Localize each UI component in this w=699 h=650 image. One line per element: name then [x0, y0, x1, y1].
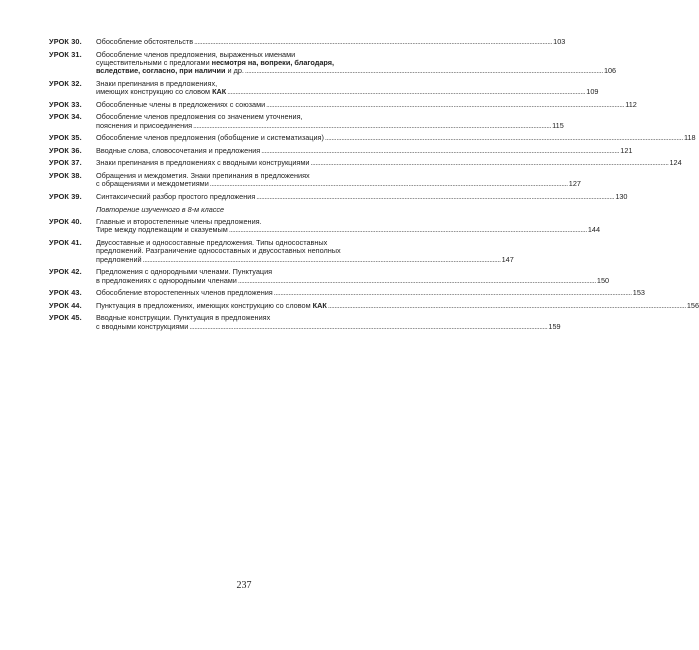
page-ref: 147 [501, 254, 514, 264]
page-ref: 115 [552, 120, 564, 130]
title-segment: Обособление членов предложения со значением уточнения, [96, 112, 303, 122]
title-line [96, 120, 564, 130]
title-segment: и др. [225, 66, 244, 76]
title-segment: Вводные конструкции. Пунктуация в предложениях [96, 313, 271, 323]
title-text [96, 323, 188, 331]
title-line [96, 133, 696, 143]
lesson-number: УРОК 34. [49, 112, 82, 122]
dot-leader: ............................................................................................................................................................................................................................ [310, 158, 669, 168]
toc-entry [49, 145, 633, 155]
title-segment: Вводные слова, словосочетания и предложения [96, 145, 261, 155]
toc-entry [49, 112, 564, 130]
emphasized-text: несмотря на, вопреки, благодаря, [211, 57, 335, 67]
title-line [96, 99, 637, 109]
lesson-number: УРОК 41. [49, 238, 82, 247]
lesson-title [96, 158, 682, 168]
page-ref: 106 [603, 66, 617, 76]
title-segment: предложений [96, 254, 142, 264]
title-segment: Обособление членов предложения, выраженных именами [96, 49, 296, 59]
dot-leader: ............................................................................................................................................................................................................................ [142, 254, 501, 264]
title-segment: Обособленные члены в предложениях с союзами [96, 99, 266, 109]
dot-leader: ............................................................................................................................................................................................................................ [273, 288, 632, 298]
title-text [96, 38, 193, 46]
title-text [96, 88, 226, 96]
toc-entry [49, 238, 514, 264]
page-ref: 144 [587, 225, 601, 235]
toc-entry [49, 288, 645, 298]
lesson-title [96, 238, 514, 264]
toc-entry [49, 300, 699, 310]
toc-entry [49, 267, 610, 285]
dot-leader: ............................................................................................................................................................................................................................ [327, 300, 686, 310]
lesson-number: УРОК 40. [49, 217, 82, 227]
title-segment: Пунктуация в предложениях, имеющих конструкцию со словом [96, 300, 313, 310]
title-line [96, 66, 617, 76]
title-text [96, 289, 273, 297]
title-line [96, 87, 599, 97]
title-line [96, 179, 581, 189]
page-ref: 156 [686, 300, 699, 310]
lesson-number: УРОК 43. [49, 288, 82, 298]
lesson-title [96, 288, 645, 298]
lesson-number: УРОК 44. [49, 300, 82, 310]
lesson-title [96, 145, 633, 155]
lesson-title [96, 49, 617, 76]
page-ref: 118 [683, 133, 696, 143]
title-segment: Обращения и междометия. Знаки препинания в предложениях [96, 171, 310, 180]
title-text [96, 159, 309, 167]
page-ref: 103 [553, 37, 566, 46]
title-line [96, 37, 566, 46]
title-line [96, 288, 645, 298]
title-text [96, 193, 255, 201]
toc-entry [49, 191, 628, 201]
title-text [96, 122, 192, 130]
title-text [96, 101, 265, 109]
dot-leader: ............................................................................................................................................................................................................................ [261, 145, 620, 155]
lesson-title [96, 112, 564, 130]
page-ref: 109 [586, 87, 599, 97]
emphasized-text: КАК [312, 300, 327, 310]
dot-leader: ............................................................................................................................................................................................................................ [193, 120, 552, 130]
lesson-title [96, 300, 699, 310]
dot-leader: ............................................................................................................................................................................................................................ [244, 66, 603, 76]
title-segment: пояснения и присоединения [96, 120, 193, 130]
lesson-title [96, 191, 628, 201]
page-ref: 153 [632, 288, 645, 298]
title-segment: имеющих конструкцию со словом [96, 87, 213, 97]
title-line [96, 300, 699, 310]
toc-entry [49, 158, 682, 168]
section-heading: Повторение изученного в 8-м классе [96, 204, 225, 214]
toc-entry [49, 217, 601, 235]
title-line [96, 225, 601, 235]
title-segment: Главные и второстепенные члены предложения. [96, 217, 262, 227]
lesson-title [96, 78, 599, 97]
lesson-number: УРОК 32. [49, 78, 82, 88]
title-segment: с вводными конструкциями [96, 321, 189, 331]
title-segment: Тире между подлежащим и сказуемым [96, 225, 228, 235]
table-of-contents [49, 37, 699, 335]
lesson-number: УРОК 33. [49, 99, 82, 109]
title-segment: с обращениями и междометиями [96, 179, 209, 189]
lesson-title [96, 171, 581, 189]
lesson-number: УРОК 36. [49, 145, 82, 155]
title-line [96, 254, 514, 264]
lesson-number: УРОК 30. [49, 37, 82, 46]
title-text [96, 277, 237, 285]
toc-entry [49, 313, 561, 331]
toc-entry [49, 37, 566, 46]
lesson-number: УРОК 42. [49, 267, 82, 277]
lesson-number: УРОК 39. [49, 191, 82, 201]
title-segment: предложений. Разграничение односоставных и двусоставных неполных [96, 246, 341, 256]
lesson-title [96, 217, 601, 235]
lesson-title [96, 267, 610, 285]
title-text [96, 134, 324, 142]
title-segment: Знаки препинания в предложениях, [96, 78, 218, 88]
title-segment: Предложения с однородными членами. Пунктуация [96, 267, 273, 277]
title-segment: Знаки препинания в предложениях с вводными конструкциями [96, 158, 310, 168]
lesson-number: УРОК 31. [49, 49, 82, 59]
emphasized-text: КАК [212, 87, 227, 97]
title-segment: в предложениях с однородными членами [96, 275, 237, 285]
title-segment: Обособление членов предложения (обобщение и систематизация) [96, 133, 324, 143]
toc-entry [49, 99, 637, 109]
lesson-title [96, 313, 561, 331]
page-ref: 121 [620, 145, 633, 155]
title-line [96, 191, 628, 201]
emphasized-text: вследствие, согласно, при наличии [96, 66, 226, 76]
lesson-number: УРОК 37. [49, 158, 82, 168]
title-line [96, 321, 561, 331]
page-number: 237 [236, 580, 252, 591]
toc-entry [49, 171, 581, 189]
dot-leader: ............................................................................................................................................................................................................................ [256, 191, 615, 201]
lesson-number: УРОК 35. [49, 133, 82, 143]
title-line [96, 145, 633, 155]
lesson-title [96, 133, 696, 143]
title-segment: Синтаксический разбор простого предложения [96, 191, 256, 201]
toc-entry [49, 78, 599, 97]
page-ref: 112 [625, 99, 637, 109]
title-line [96, 275, 610, 285]
lesson-title [96, 37, 566, 46]
title-line [96, 158, 682, 168]
title-segment: существительными с предлогами [96, 57, 212, 67]
title-text [96, 147, 260, 155]
page-ref: 127 [568, 179, 581, 189]
dot-leader: ............................................................................................................................................................................................................................ [189, 321, 548, 331]
page-ref: 159 [548, 321, 561, 331]
dot-leader: ............................................................................................................................................................................................................................ [237, 275, 596, 285]
dot-leader: ............................................................................................................................................................................................................................ [209, 179, 568, 189]
dot-leader: ............................................................................................................................................................................................................................ [324, 133, 683, 143]
title-segment: Двусоставные и односоставные предложения. Типы односоставных [96, 238, 328, 247]
lesson-number: УРОК 38. [49, 171, 82, 180]
title-text [96, 180, 209, 188]
title-segment: Обособление обстоятельств [96, 37, 194, 46]
title-text [96, 256, 142, 264]
title-text [96, 302, 327, 310]
lesson-number: УРОК 45. [49, 313, 82, 323]
toc-entry [49, 49, 617, 76]
title-text [96, 226, 228, 234]
page-ref: 150 [596, 275, 610, 285]
dot-leader: ............................................................................................................................................................................................................................ [266, 99, 625, 109]
page-ref: 130 [615, 191, 628, 201]
lesson-title [96, 99, 637, 109]
page-ref: 124 [669, 158, 682, 168]
dot-leader: ............................................................................................................................................................................................................................ [227, 87, 586, 97]
title-segment: Обособление второстепенных членов предложения [96, 288, 273, 298]
dot-leader: ............................................................................................................................................................................................................................ [194, 37, 553, 46]
toc-entry [49, 133, 696, 143]
dot-leader: ............................................................................................................................................................................................................................ [228, 225, 587, 235]
title-text [96, 67, 244, 75]
